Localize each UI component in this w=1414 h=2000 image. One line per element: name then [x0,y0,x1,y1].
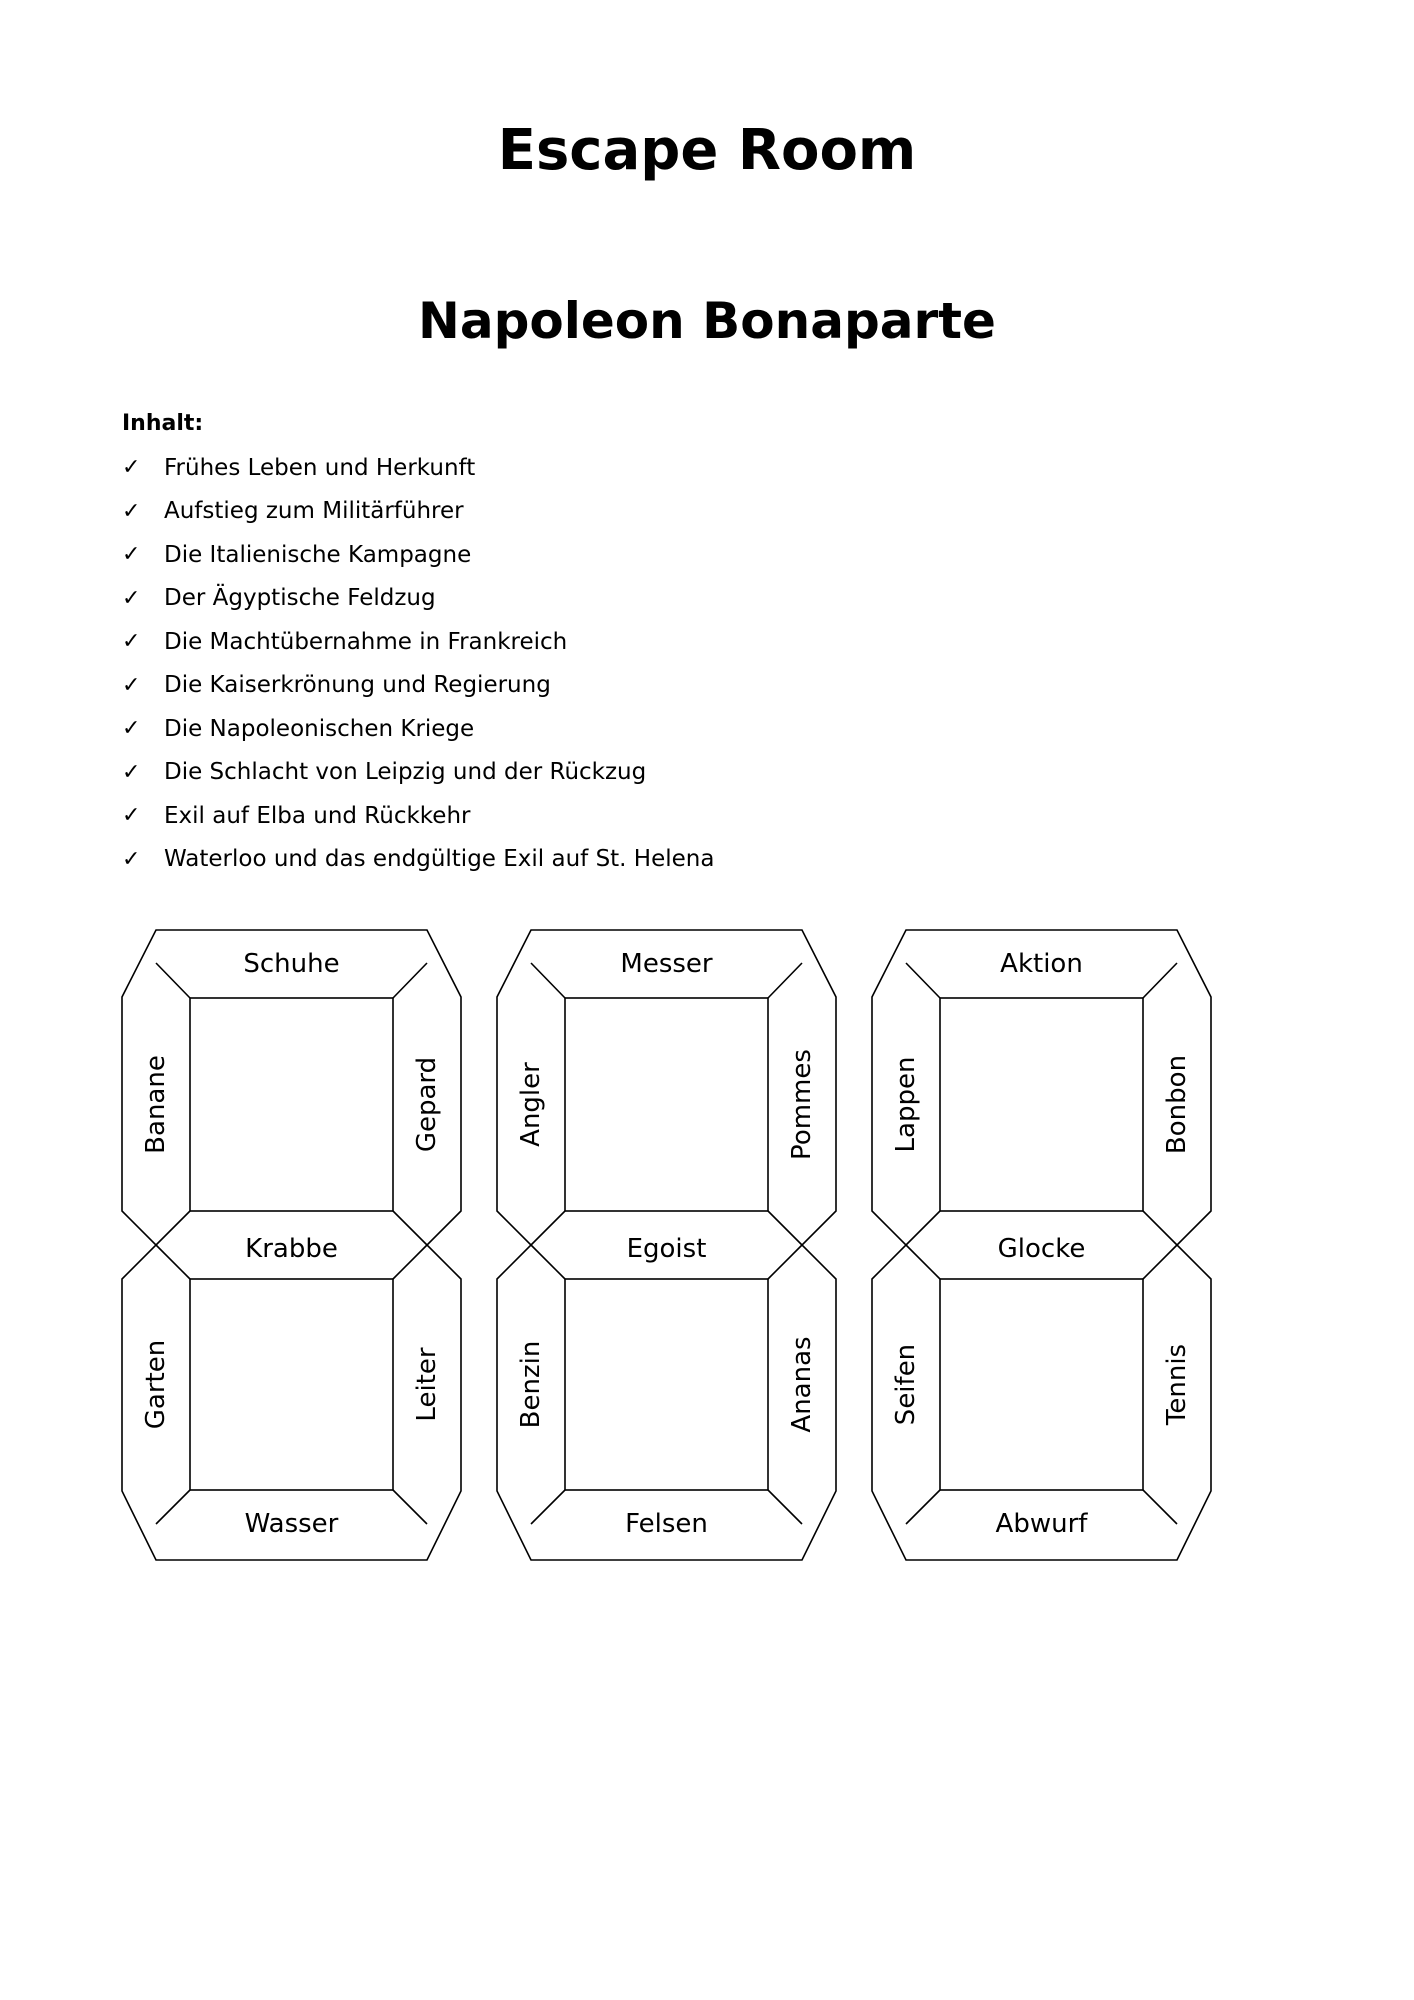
segment-top-label: Messer [620,949,713,979]
segment-divider [1143,1211,1177,1245]
segment-top-right-label: Gepard [412,1056,442,1153]
segment-bottom-label: Wasser [244,1509,339,1539]
segment-bottom-left-label: Benzin [516,1340,546,1429]
segment-top-right-label: Bonbon [1162,1054,1192,1155]
checkmark-icon: ✓ [122,585,141,611]
list-item-text: Aufstieg zum Militärführer [164,498,464,525]
segment-top-label: Schuhe [243,949,340,979]
segment-top-label: Aktion [1000,949,1083,979]
checkmark-icon: ✓ [122,672,141,698]
inner-square-top [190,998,393,1211]
segment-bottom-right-label: Ananas [787,1336,817,1433]
segment-bottom-right-label: Leiter [412,1347,442,1422]
segment-divider [768,963,802,998]
contents-label: Inhalt: [122,411,204,436]
segment-divider [768,1490,802,1524]
segment-divider [156,963,190,998]
segment-divider [393,963,427,998]
checkmark-icon: ✓ [122,803,141,829]
segment-divider [906,963,940,998]
segment-bottom-left-label: Garten [141,1339,171,1430]
list-item-text: Frühes Leben und Herkunft [164,454,476,481]
checkmark-icon: ✓ [122,759,141,785]
segment-top-right-label: Pommes [787,1049,817,1160]
segment-middle-label: Glocke [997,1234,1086,1264]
segment-divider [156,1490,190,1524]
segment-divider [1143,1245,1177,1279]
list-item-text: Waterloo und das endgültige Exil auf St. Helena [164,846,715,873]
segment-divider [156,1245,190,1279]
checkmark-icon: ✓ [122,629,141,655]
list-item-text: Die Kaiserkrönung und Regierung [164,672,551,699]
inner-square-top [940,998,1143,1211]
page-title: Escape Room [497,118,917,183]
segment-bottom-label: Abwurf [995,1509,1088,1539]
segment-divider [531,1490,565,1524]
page-subtitle: Napoleon Bonaparte [418,292,996,350]
segment-bottom-left-label: Seifen [891,1343,921,1426]
inner-square-bottom [565,1279,768,1490]
segment-divider [768,1245,802,1279]
inner-square-bottom [940,1279,1143,1490]
segment-divider [531,963,565,998]
segment-divider [393,1245,427,1279]
segment-divider [531,1211,565,1245]
checkmark-icon: ✓ [122,716,141,742]
segment-divider [906,1490,940,1524]
segment-top-left-label: Angler [516,1062,546,1147]
segment-divider [393,1211,427,1245]
segment-top-left-label: Banane [141,1055,171,1154]
inner-square-top [565,998,768,1211]
list-item-text: Der Ägyptische Feldzug [164,585,436,612]
list-item-text: Exil auf Elba und Rückkehr [164,802,471,829]
list-item-text: Die Schlacht von Leipzig und der Rückzug [164,759,647,786]
segment-divider [531,1245,565,1279]
segment-divider [768,1211,802,1245]
segment-divider [393,1490,427,1524]
segment-top-left-label: Lappen [891,1056,921,1153]
checkmark-icon: ✓ [122,498,141,524]
segment-divider [156,1211,190,1245]
segment-divider [906,1245,940,1279]
segment-bottom-right-label: Tennis [1162,1343,1192,1426]
segment-bottom-label: Felsen [625,1509,708,1539]
list-item-text: Die Napoleonischen Kriege [164,715,475,742]
inner-square-bottom [190,1279,393,1490]
checkmark-icon: ✓ [122,846,141,872]
segment-divider [1143,963,1177,998]
checkmark-icon: ✓ [122,455,141,481]
segment-divider [1143,1490,1177,1524]
segment-middle-label: Egoist [626,1234,707,1264]
list-item-text: Die Machtübernahme in Frankreich [164,628,568,655]
checkmark-icon: ✓ [122,542,141,568]
list-item-text: Die Italienische Kampagne [164,541,472,568]
segment-middle-label: Krabbe [245,1234,338,1264]
segment-divider [906,1211,940,1245]
